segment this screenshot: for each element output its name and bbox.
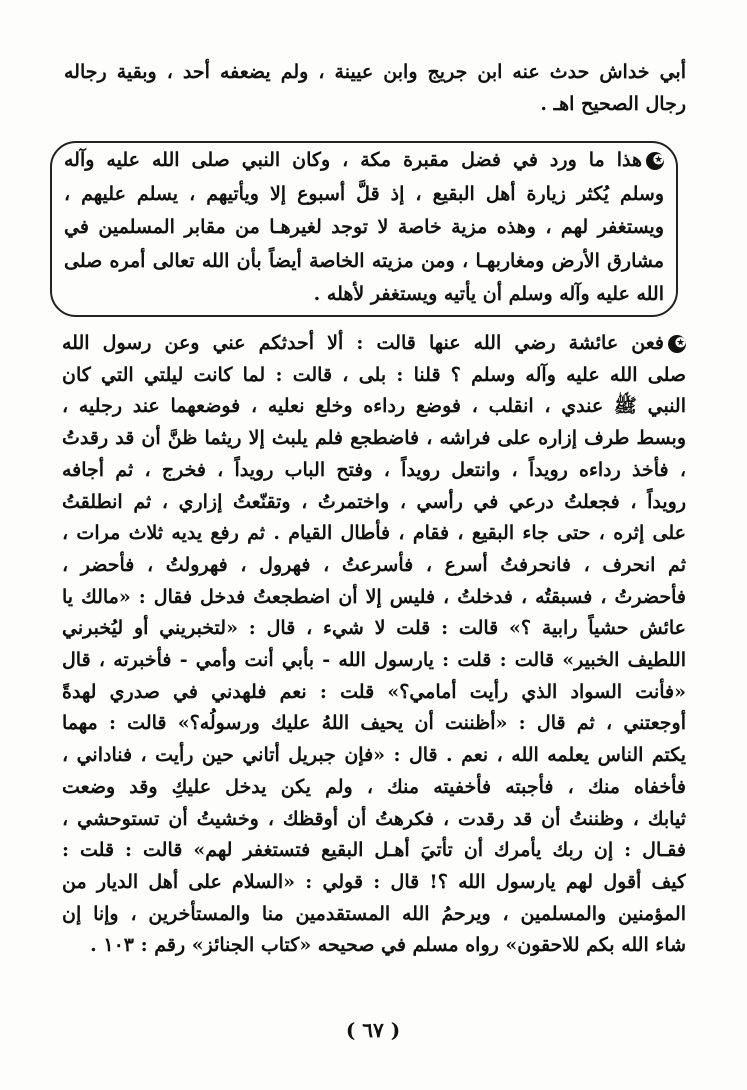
text-line: صلى الله عليه وآله وسلم ؟ قلنا : بلى ، قالت : لما كانت ليلتي التي كان [62,363,686,386]
text-line: فأحضرتُ ، فسبقتُه ، فدخلتُ ، فليس إلا أن اضطجعتُ فدخل فقال : «مالك يا [62,585,686,608]
hadith-paragraph [62,328,686,962]
text-line: رجال الصحيح اهـ . [540,93,686,115]
text-line: وسلم يُكثر زيارة أهل البقيع ، إذ قلَّ أسبوع إلا ويأتيهم ، يسلم عليهم ، [64,182,664,205]
text-line: شاء الله بكم للاحقون» رواه مسلم في صحيحه «كتاب الجنائز» رقم : ١٠٣ . [90,934,686,957]
text-line: ثم انحرف ، فانحرفتُ أسرع ، فأسرعتُ ، فهرول ، فهرولتُ ، فأحضر ، [62,553,686,576]
text-line: فأخفاه منك ، فأجبته فأخفيته منك ، ولم يكن يدخل عليكِ وقد وضعت [62,775,686,798]
text-line: النبي ﷺ عندي ، انقلب ، فوضع رداءه وخلع نعليه ، فوضعهما عند رجليه ، [62,395,686,418]
text-line: ويستغفر لهم ، وهذه مزية خاصة لا توجد لغيرهـا من مقابر المسلمين في [64,216,664,238]
text-line: المؤمنين والمسلمين ، ويرحمُ الله المستقدمين منا والمستأخرين ، وإنا إن [62,902,686,925]
text-line: أبي خداش حدث عنه ابن جريج وابن عيينة ، ولم يضعفه أحد ، وبقية رجاله [64,61,686,83]
text-line: اللطيف الخبير» قالت : قلت : يارسول الله - بأبي أنت وأمي - فأخبرته ، قال [62,649,686,672]
text-line: عائش حشياً رابية ؟» قالت : قلت لا شيء ، قال : «لتخبريني أو ليُخبرني [62,617,686,640]
text-line: فعن عائشة رضي الله عنها قالت : ألا أحدثكم عني وعن رسول الله [62,332,664,354]
text-line: كيف أقول لهم يارسول الله ؟! قال : قولي : «السلام على أهل الديار من [62,870,686,893]
text-line: «فأنت السواد الذي رأيت أمامي؟» قلت : نعم فلهدني في صدري لهدةً [62,680,686,703]
text-line: ثيابك ، وظننتُ أن قد رقدت ، فكرهتُ أن أوقظك ، وخشيتُ أن تستوحشي ، [62,807,686,830]
text-line: رويداً ، فجعلتُ درعي في رأسي ، واختمرتُ ، وتقنّعتُ إزاري ، ثم انطلقتُ [62,490,686,513]
star-bullet-icon: ✪ [646,152,664,170]
text-line: مشارق الأرض ومغاربهـا ، ومن مزيته الخاصة أيضاً بأن الله تعالى أمره صلى [64,249,664,272]
text-line: يكتم الناس يعلمه الله ، نعم . قال : «فإن جبريل أتاني حين رأيت ، فناداني ، [62,744,686,767]
text-line: وبسط طرف إزاره على فراشه ، فاضطجع فلم يلبث إلا ريثما ظنَّ أن قد رقدتُ [62,427,686,450]
text-line: فقـال : إن ربك يأمرك أن تأتيَ أهـل البقيع فتستغفر لهم» قالت : قلت : [62,839,686,862]
text-line: ، فأخذ رداءه رويداً ، وانتعل رويداً ، وفتح الباب رويداً ، فخرج ، ثم أجافه [62,458,686,481]
text-line: الله عليه وآله وسلم أن يأتيه ويستغفر لأهله . [313,283,664,305]
page-number: ( ٦٧ ) [345,1018,401,1042]
text-line: هذا ما ورد في فضل مقبرة مكة ، وكان النبي صلى الله عليه وآله [64,149,642,171]
continuation-paragraph [64,56,686,120]
text-line: أوجعتني ، ثم قال : «أظننت أن يحيف اللهُ عليك ورسولُه؟» قالت : مهما [62,712,686,735]
star-bullet-icon: ✪ [668,335,686,353]
boxed-note [64,144,664,312]
text-line: على إثره ، حتى جاء البقيع ، فقام ، فأطال القيام . ثم رفع يديه ثلاث مرات ، [62,522,686,545]
